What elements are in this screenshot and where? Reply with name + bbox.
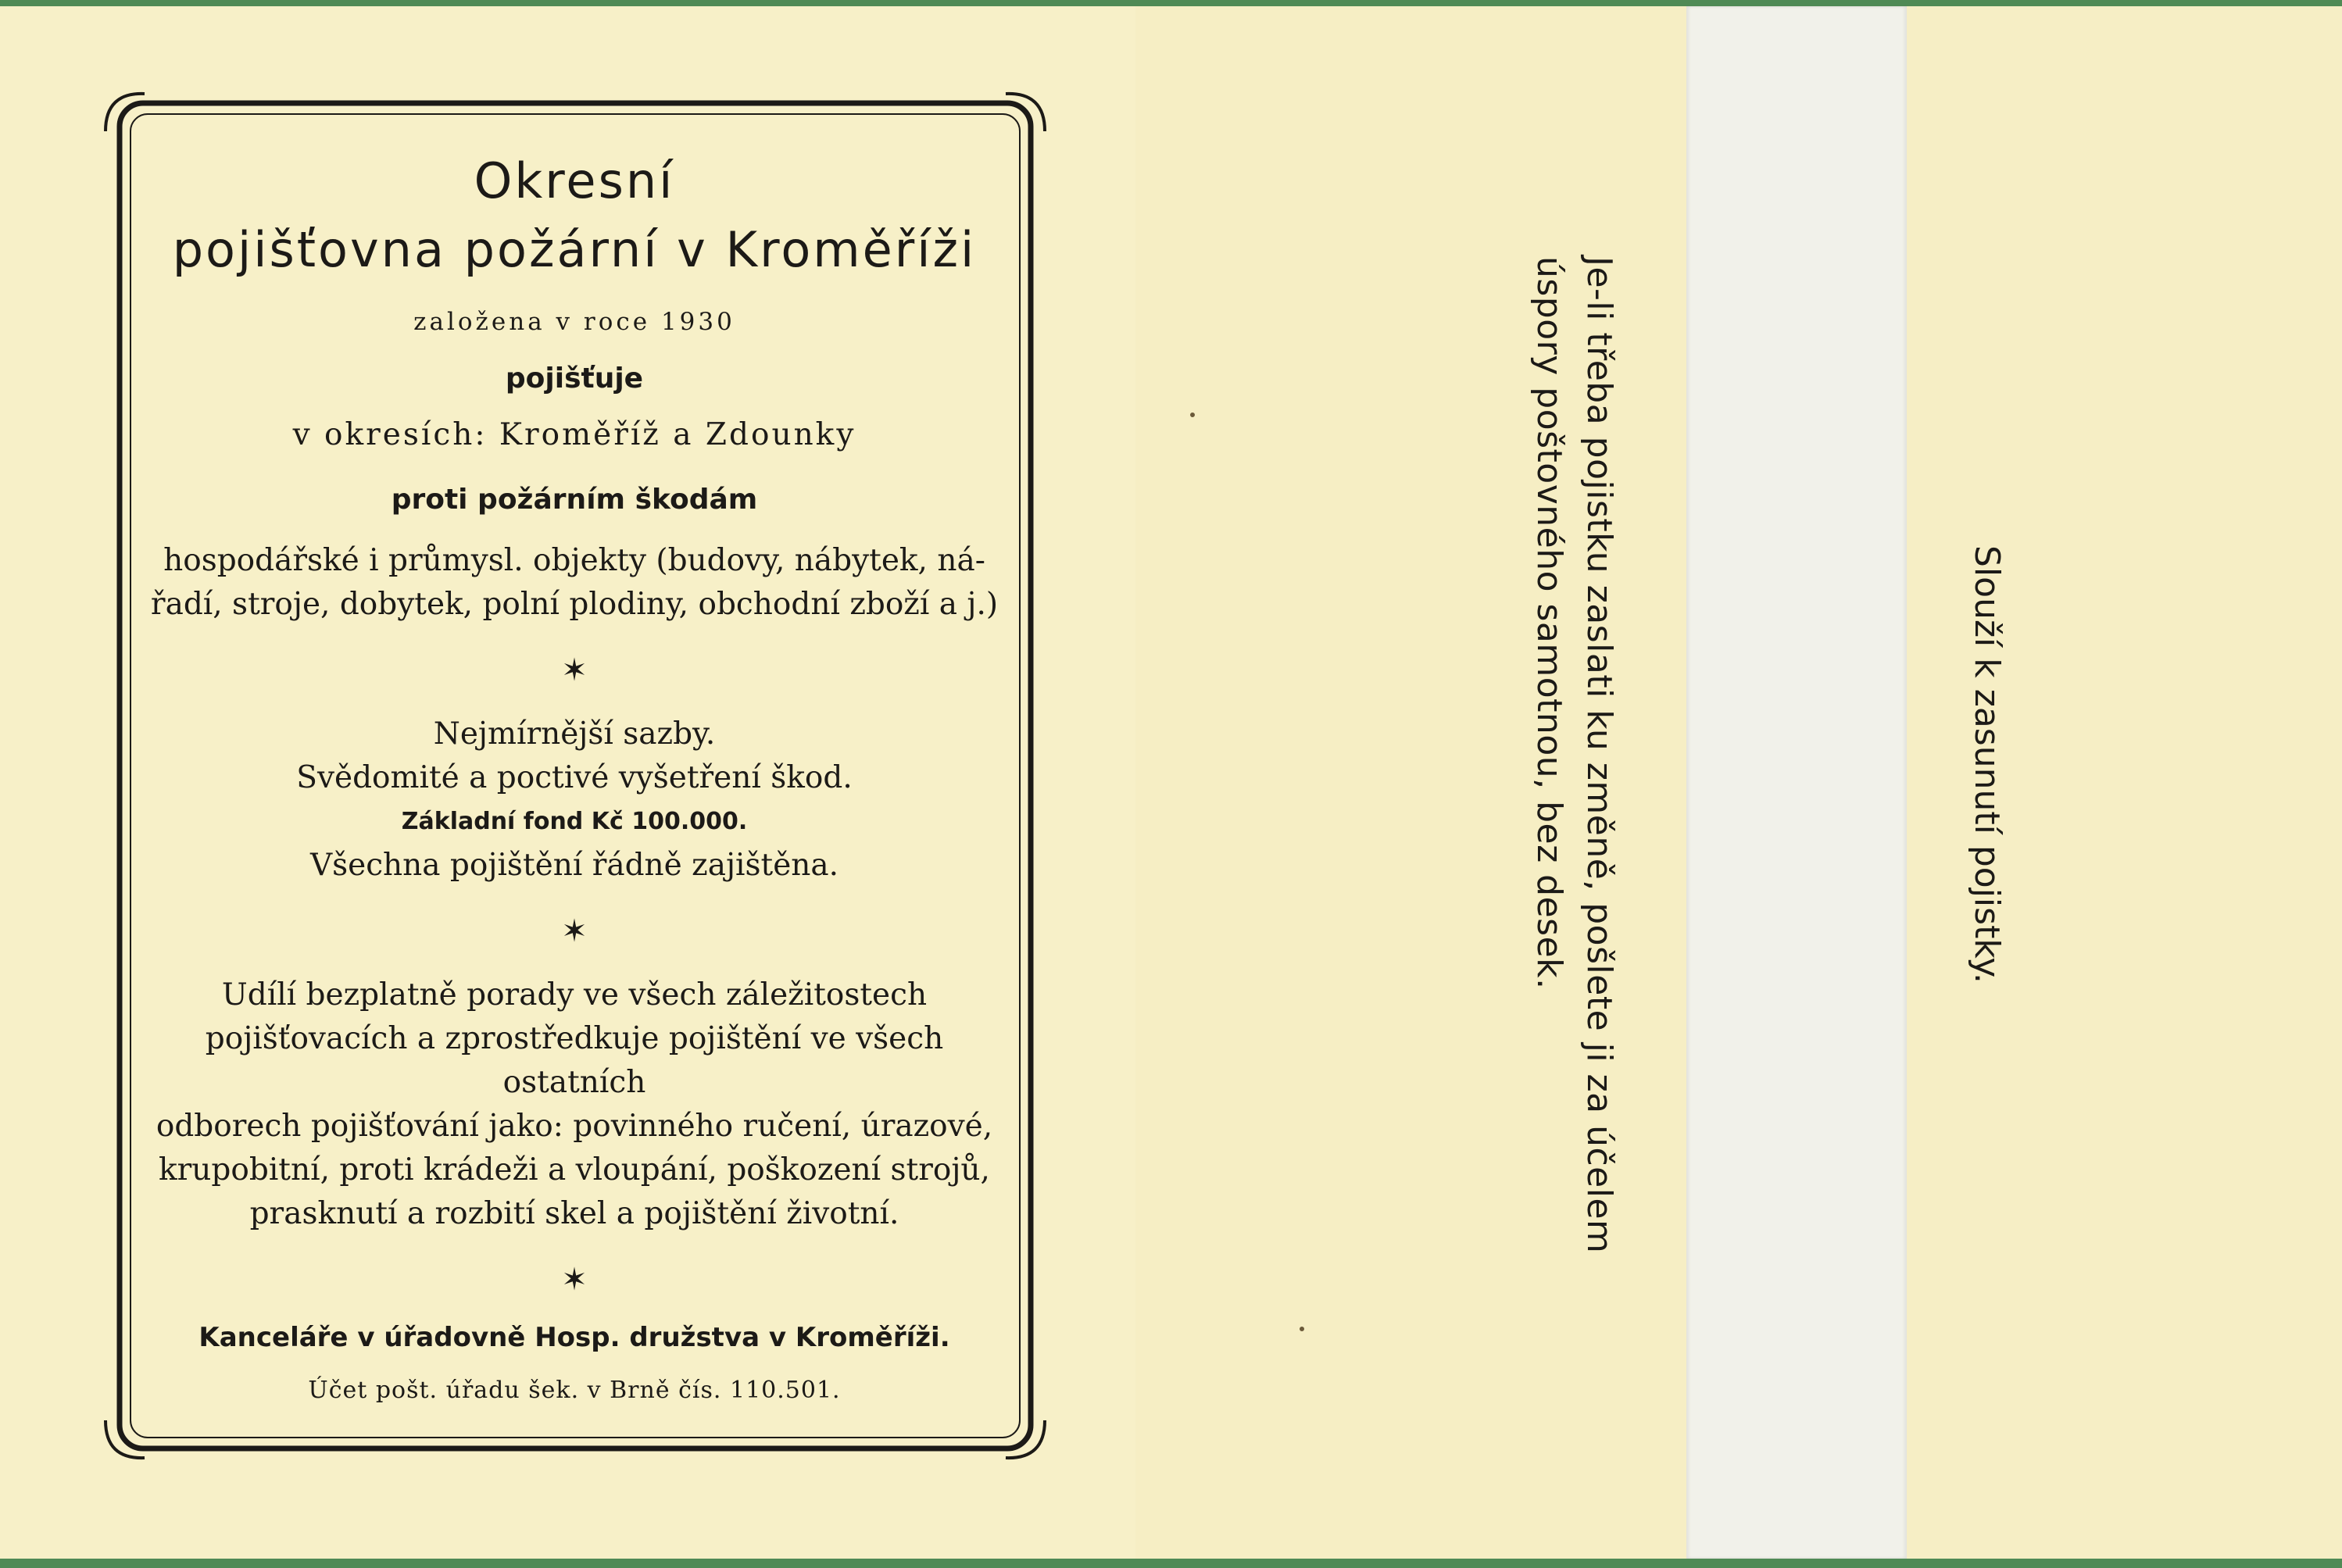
star-icon: ✶: [561, 1262, 588, 1298]
title-line-2: pojišťovna požární v Kroměříži: [172, 221, 977, 278]
spine-line-1: Je-li třeba pojistku zaslati ku změně, pošlete ji za účelem: [1579, 256, 1619, 1254]
offices-line: Kanceláře v úřadovně Hosp. družstva v Kroměříži.: [198, 1322, 950, 1353]
advice-line: krupobitní, proti krádeži a vloupání, poškození strojů,: [159, 1152, 990, 1188]
insures-heading: pojišťuje: [505, 363, 644, 395]
advice-line: prasknutí a rozbití skel a pojištění životní.: [249, 1196, 899, 1231]
advice-line: Udílí bezplatně porady ve všech záležitostech: [221, 977, 928, 1013]
account-line: Účet pošt. úřadu šek. v Brně čís. 110.501.: [308, 1377, 841, 1404]
secured-line: Všechna pojištění řádně zajištěna.: [309, 848, 839, 883]
objects-line-1: hospodářské i průmysl. objekty (budovy, nábytek, ná-: [163, 543, 985, 578]
founded-line: založena v roce 1930: [413, 308, 735, 336]
spine-line-2: úspory poštovného samotnou, bez desek.: [1529, 256, 1569, 990]
advertisement-text: [148, 147, 1000, 1404]
objects-line-2: řadí, stroje, dobytek, polní plodiny, obchodní zboží a j.): [150, 587, 999, 622]
paper-speck: [1190, 413, 1195, 417]
advice-line: pojišťovacích a zprostředkuje pojištění ve všech ostatních: [205, 1021, 944, 1100]
rates-line: Nejmírnější sazby.: [433, 716, 716, 752]
title-line-1: Okresní: [474, 152, 675, 209]
investigation-line: Svědomité a poctivé vyšetření škod.: [296, 760, 853, 795]
pocket-label: Slouží k zasunutí pojistky.: [1967, 545, 2007, 984]
against-heading: proti požárním škodám: [391, 484, 758, 516]
white-strip: [1686, 6, 1907, 1559]
document-sheet: [0, 6, 2342, 1559]
star-icon: ✶: [561, 652, 588, 688]
left-panel: [0, 6, 1135, 1559]
advice-line: odborech pojišťování jako: povinného ručení, úrazové,: [156, 1109, 993, 1144]
districts-line: v okresích: Kroměříž a Zdounky: [292, 417, 856, 452]
paper-speck: [1300, 1327, 1304, 1331]
spine-instruction: [1524, 256, 1624, 1253]
fund-line: Základní fond Kč 100.000.: [401, 808, 748, 835]
star-icon: ✶: [561, 913, 588, 949]
advice-paragraph: [148, 973, 1000, 1236]
